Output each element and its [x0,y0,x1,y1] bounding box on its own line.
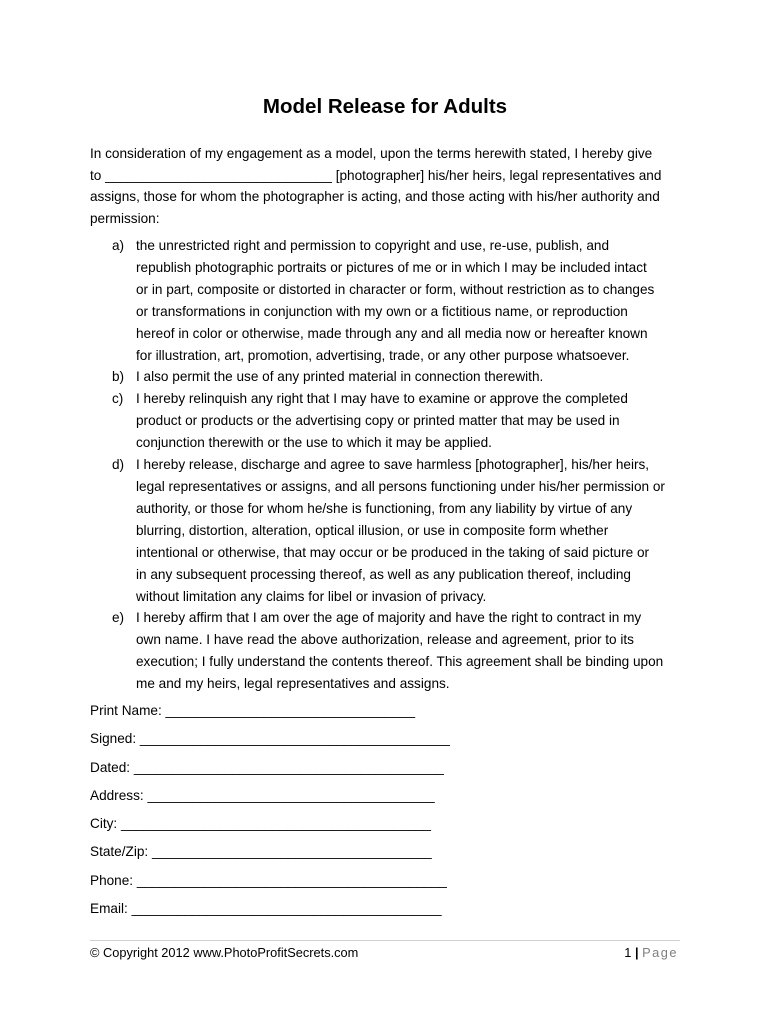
phone-field[interactable] [90,870,690,898]
signed-field[interactable] [90,728,690,756]
clause-list [90,235,690,695]
fill-line[interactable]: _________________________________________ [139,731,450,747]
clause-marker: e) [112,610,125,626]
clause-line: I hereby affirm that I am over the age of majority and have the right to contract in my [136,610,642,626]
clause-line: in any subsequent processing thereof, as well as any publication thereof, including [136,566,631,582]
clause-line: for illustration, art, promotion, advertising, trade, or any other purpose whatsoever. [136,347,630,363]
page-number: 1 [624,945,632,960]
field-label: Email: [90,901,128,917]
clause-line: I also permit the use of any printed material in connection therewith. [136,369,544,385]
clause-marker: c) [112,391,124,407]
clause-line: I hereby release, discharge and agree to save harmless [photographer], his/her heirs, [136,457,650,473]
fill-line[interactable]: _________________________________ [165,703,416,718]
intro-line: to ______________________________ [photographer] his/her heirs, legal representatives and [90,167,662,183]
clause-line: execution; I fully understand the contents thereof. This agreement shall be binding upon [136,654,664,670]
clause-line: the unrestricted right and permission to copyright and use, re-use, publish, and [136,238,610,253]
field-label: Address: [90,787,144,803]
fill-line[interactable]: _________________________________________ [131,901,442,917]
clause-marker: a) [112,238,125,253]
email-field[interactable] [90,898,690,926]
clause-c [90,388,690,454]
clause-line: intentional or otherwise, that may occur or be produced in the taking of said picture or [136,544,650,560]
intro-paragraph [90,143,690,230]
footer-divider [90,940,680,941]
clause-line: blurring, distortion, alteration, optical illusion, or use in composite form whether [136,522,609,538]
clause-e [90,607,690,695]
clause-a [90,235,690,366]
clause-line: I hereby relinquish any right that I may have to examine or approve the completed [136,391,628,407]
clause-marker: b) [112,369,125,385]
field-label: City: [90,816,118,832]
field-label: Phone: [90,872,134,888]
clause-line: legal representatives or assigns, and all persons functioning under his/her permission or [136,478,665,494]
clause-line: without limitation any claims for libel or invasion of privacy. [136,588,487,604]
city-field[interactable] [90,813,690,841]
field-label: Dated: [90,759,131,775]
fill-line[interactable]: ______________________________________ [147,787,435,803]
print-name-field[interactable] [90,700,690,728]
dated-field[interactable] [90,757,690,785]
clause-line: hereof in color or otherwise, made through any and all media now or hereafter known [136,325,648,341]
field-label: State/Zip: [90,844,149,860]
clause-line: me and my heirs, legal representatives and assigns. [136,676,450,692]
address-field[interactable] [90,785,690,813]
signature-fields [90,700,690,926]
clause-line: product or products or the advertising copy or printed matter that may be used in [136,413,620,429]
page-word: Page [642,945,678,960]
field-label: Print Name: [90,703,162,718]
intro-line: In consideration of my engagement as a model, upon the terms herewith stated, I hereby give [90,146,653,161]
clause-line: authority, or those for whom he/she is functioning, from any liability by virtue of any [136,500,633,516]
page-separator: | [634,945,639,960]
footer-copyright: © Copyright 2012 www.PhotoProfitSecrets.com [90,945,359,960]
footer-page-number [624,944,678,962]
intro-line: permission: [90,211,160,227]
fill-line[interactable]: _________________________________________ [133,759,444,775]
fill-line[interactable]: _____________________________________ [151,844,432,860]
clause-line: own name. I have read the above authorization, release and agreement, prior to its [136,632,634,648]
intro-line: assigns, those for whom the photographer is acting, and those acting with his/her authority and [90,189,660,205]
state-zip-field[interactable] [90,841,690,869]
clause-line: republish photographic portraits or pictures of me or in which I may be included intact [136,259,647,275]
clause-d [90,454,690,607]
clause-line: or transformations in conjunction with my own or a fictitious name, or reproduction [136,303,628,319]
clause-marker: d) [112,457,125,473]
field-label: Signed: [90,731,137,747]
fill-line[interactable]: _________________________________________ [120,816,431,832]
clause-line: conjunction therewith or the use to which it may be applied. [136,435,492,451]
clause-line: or in part, composite or distorted in character or form, without restriction as to changes [136,281,655,297]
clause-b [90,366,690,388]
document-title: Model Release for Adults [262,95,508,118]
fill-line[interactable]: _________________________________________ [136,872,447,888]
